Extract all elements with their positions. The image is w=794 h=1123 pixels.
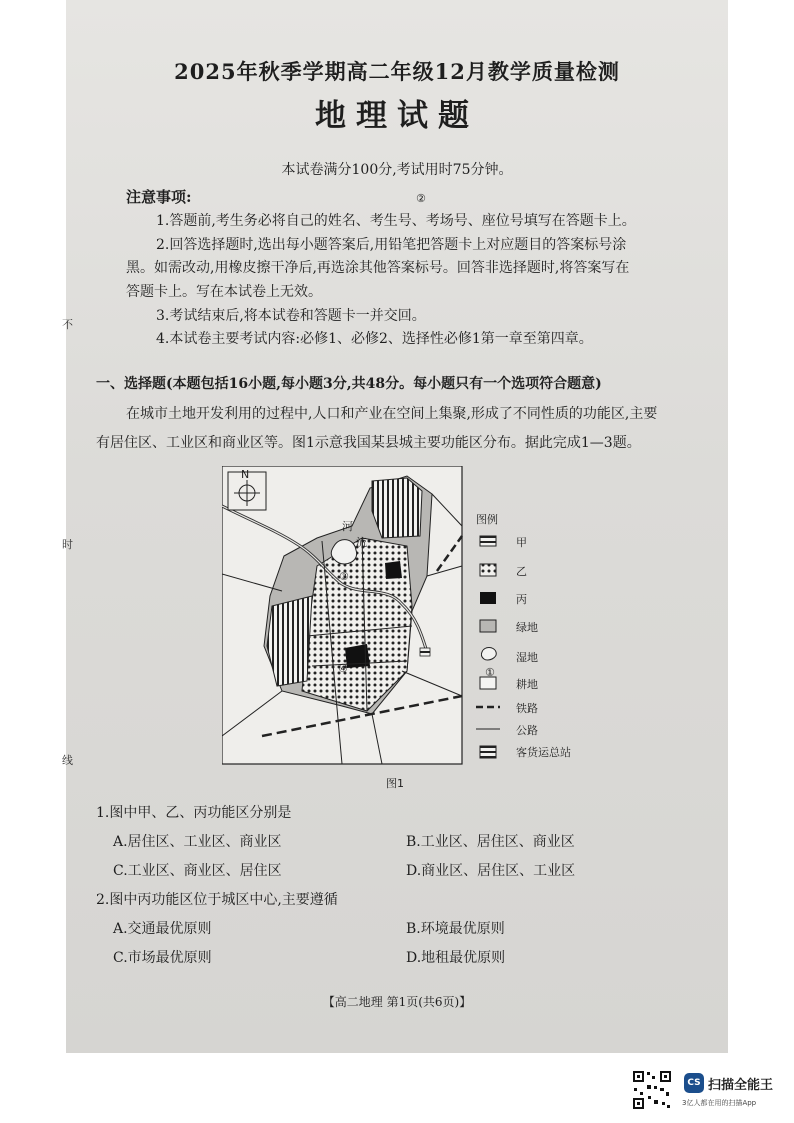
- legend-label-station: 客货运总站: [516, 746, 571, 759]
- question-1-option-c: C.工业区、商业区、居住区: [113, 863, 282, 879]
- exam-title: 2025年秋季学期高二年级12月教学质量检测: [174, 59, 620, 84]
- notice-item-1: 1.答题前,考生务必将自己的姓名、考生号、考场号、座位号填写在答题卡上。: [156, 213, 636, 229]
- subject-title: 地理试题: [315, 98, 479, 134]
- binding-mark-1: 不: [62, 318, 73, 331]
- exam-info: 本试卷满分100分,考试用时75分钟。: [281, 162, 513, 178]
- question-2-option-b: B.环境最优原则: [406, 921, 505, 937]
- notice-item-3: 3.考试结束后,将本试卷和答题卡一并交回。: [156, 308, 426, 324]
- notice-item-2-cont: 黑。如需改动,用橡皮擦干净后,再选涂其他答案标号。回答非选择题时,将答案写在: [126, 260, 630, 276]
- binding-mark-3: 线: [62, 754, 73, 767]
- question-1-stem: 1.图中甲、乙、丙功能区分别是: [96, 805, 292, 821]
- legend-label-bing: 丙: [516, 593, 527, 606]
- qr-code-icon: [632, 1070, 672, 1110]
- legend-label-jia: 甲: [516, 536, 527, 549]
- figure-1-map: [222, 466, 562, 766]
- commercial-north: [385, 561, 402, 579]
- north-label: N: [241, 468, 250, 481]
- legend-label-yi: 乙: [516, 565, 527, 578]
- station-marker: [420, 648, 430, 656]
- notice-item-2: 2.回答选择题时,选出每小题答案后,用铅笔把答题卡上对应题目的答案标号涂: [156, 237, 627, 253]
- legend-label-farmland: 耕地: [516, 678, 538, 691]
- legend-label-road: 公路: [516, 724, 538, 737]
- question-2-option-a: A.交通最优原则: [113, 921, 212, 937]
- river-label-1: 河: [342, 520, 353, 533]
- question-1-option-a: A.居住区、工业区、商业区: [113, 834, 282, 850]
- marker-3: ③: [339, 570, 349, 583]
- exam-page: [66, 0, 728, 1053]
- question-1-option-d: D.商业区、居住区、工业区: [406, 863, 576, 879]
- binding-mark-2: 时: [62, 538, 73, 551]
- question-2-option-c: C.市场最优原则: [113, 950, 212, 966]
- question-1-option-b: B.工业区、居住区、商业区: [406, 834, 575, 850]
- cs-logo-icon: CS: [684, 1073, 704, 1093]
- marker-4: ④: [338, 662, 348, 675]
- legend-swatch-yi: [480, 564, 496, 576]
- legend-title: 图例: [476, 513, 498, 526]
- scanner-tagline: 3亿人都在用的扫描App: [682, 1099, 757, 1107]
- industrial-zone-north: [372, 478, 422, 538]
- question-2-stem: 2.图中丙功能区位于城区中心,主要遵循: [96, 892, 338, 908]
- legend-swatch-bing: [480, 592, 496, 604]
- industrial-zone-west: [267, 596, 312, 686]
- section1-intro-2: 有居住区、工业区和商业区等。图1示意我国某县城主要功能区分布。据此完成1—3题。: [96, 435, 641, 451]
- section1-heading: 一、选择题(本题包括16小题,每小题3分,共48分。每小题只有一个选项符合题意): [96, 376, 602, 392]
- legend-swatch-jia: [480, 536, 496, 546]
- marker-1: ①: [485, 666, 495, 679]
- legend-label-green: 绿地: [516, 621, 538, 634]
- scanner-app-name: 扫描全能王: [708, 1078, 774, 1093]
- section1-intro-1: 在城市土地开发利用的过程中,人口和产业在空间上集聚,形成了不同性质的功能区,主要: [126, 406, 658, 422]
- marker-2: ②: [416, 192, 426, 205]
- legend-swatch-station: [480, 746, 496, 758]
- legend-label-railway: 铁路: [516, 702, 538, 715]
- river-label-2: 流: [356, 536, 367, 549]
- legend-swatch-green: [480, 620, 496, 632]
- notice-heading: 注意事项:: [126, 188, 192, 206]
- notice-item-2-end: 答题卡上。写在本试卷上无效。: [126, 284, 322, 300]
- scanner-watermark: [632, 1070, 782, 1115]
- question-2-option-d: D.地租最优原则: [406, 950, 506, 966]
- legend-swatch-wetland: [481, 648, 496, 661]
- legend-label-wetland: 湿地: [516, 651, 538, 664]
- notice-item-4: 4.本试卷主要考试内容:必修1、必修2、选择性必修1第一章至第四章。: [156, 331, 593, 347]
- figure-caption: 图1: [386, 777, 404, 790]
- page-footer: 【高二地理 第1页(共6页)】: [322, 995, 472, 1009]
